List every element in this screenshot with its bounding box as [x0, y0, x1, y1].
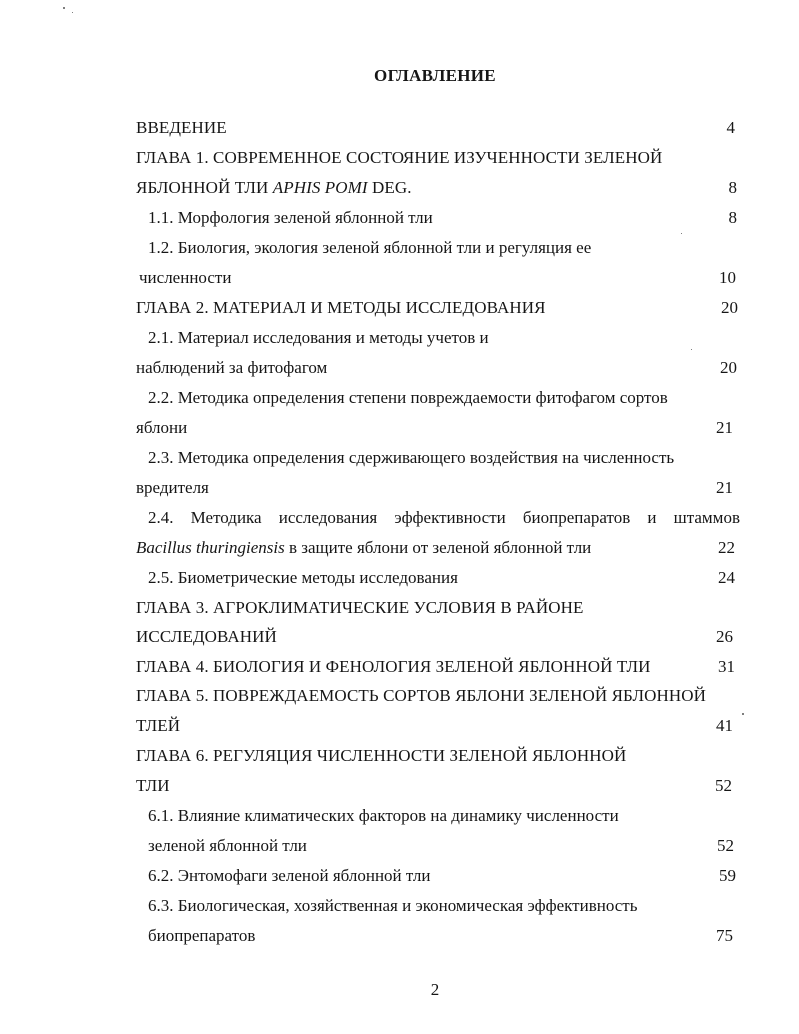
toc-page-number: 31: [718, 657, 735, 676]
toc-entry-2-2-cont: яблони: [136, 418, 188, 437]
toc-page-number: 52: [717, 836, 734, 855]
toc-entry-chapter-5-cont: ТЛЕЙ: [136, 716, 181, 735]
toc-entry-6-2: 6.2. Энтомофаги зеленой яблонной тли: [148, 866, 431, 885]
toc-title: ОГЛАВЛЕНИЕ: [374, 66, 496, 85]
scan-speck: [691, 349, 692, 350]
toc-word: и: [647, 508, 657, 527]
toc-entry-6-3: 6.3. Биологическая, хозяйственная и экономическая эффективность: [148, 896, 638, 915]
toc-entry-chapter-1: ГЛАВА 1. СОВРЕМЕННОЕ СОСТОЯНИЕ ИЗУЧЕННОСТИ ЗЕЛЕНОЙ: [136, 148, 663, 167]
toc-text: ЯБЛОННОЙ ТЛИ: [136, 178, 273, 197]
toc-entry-introduction: ВВЕДЕНИЕ: [136, 118, 227, 137]
toc-entry-2-4: [148, 508, 740, 528]
toc-entry-chapter-6-cont: ТЛИ: [136, 776, 170, 795]
toc-entry-chapter-2: ГЛАВА 2. МАТЕРИАЛ И МЕТОДЫ ИССЛЕДОВАНИЯ: [136, 298, 546, 317]
toc-entry-2-5: 2.5. Биометрические методы исследования: [148, 568, 458, 587]
toc-page-number: 8: [728, 208, 737, 227]
toc-word: эффективности: [394, 508, 506, 527]
toc-page-number: 20: [720, 358, 737, 377]
toc-entry-chapter-6: ГЛАВА 6. РЕГУЛЯЦИЯ ЧИСЛЕННОСТИ ЗЕЛЕНОЙ ЯБЛОННОЙ: [136, 746, 627, 765]
toc-page-number: 10: [719, 268, 736, 287]
toc-entry-2-2: 2.2. Методика определения степени повреждаемости фитофагом сортов: [148, 388, 668, 407]
scan-speck: [72, 12, 73, 13]
toc-page-number: 4: [726, 118, 735, 137]
toc-page-number: 75: [716, 926, 733, 945]
toc-page-number: 26: [716, 627, 733, 646]
toc-page-number: 59: [719, 866, 736, 885]
toc-text-tail: DEG.: [367, 178, 412, 197]
toc-entry-chapter-5: ГЛАВА 5. ПОВРЕЖДАЕМОСТЬ СОРТОВ ЯБЛОНИ ЗЕЛЕНОЙ ЯБЛОННОЙ: [136, 686, 706, 705]
toc-entry-6-1-cont: зеленой яблонной тли: [148, 836, 307, 855]
toc-entry-1-2-cont: численности: [139, 268, 232, 287]
toc-page-number: 8: [728, 178, 737, 197]
scan-speck: [681, 233, 682, 234]
species-name-italic: Bacillus thuringiensis: [136, 538, 285, 557]
toc-entry-2-1-cont: наблюдений за фитофагом: [136, 358, 328, 377]
toc-word: 2.4.: [148, 508, 174, 527]
toc-entry-2-3: 2.3. Методика определения сдерживающего воздействия на численность: [148, 448, 675, 467]
scan-speck: [742, 713, 744, 715]
toc-entry-2-1: 2.1. Материал исследования и методы учетов и: [148, 328, 489, 347]
toc-word: исследования: [278, 508, 378, 527]
toc-page-number: 24: [718, 568, 735, 587]
toc-page-number: 22: [718, 538, 735, 557]
toc-entry-chapter-3-cont: ИССЛЕДОВАНИЙ: [136, 627, 277, 646]
toc-word: Методика: [190, 508, 262, 527]
toc-entry-2-3-cont: вредителя: [136, 478, 209, 497]
toc-entry-chapter-3: ГЛАВА 3. АГРОКЛИМАТИЧЕСКИЕ УСЛОВИЯ В РАЙОНЕ: [136, 598, 584, 617]
toc-page-number: 20: [721, 298, 738, 317]
toc-entry-chapter-1-cont: [136, 178, 412, 198]
toc-entry-6-3-cont: биопрепаратов: [148, 926, 256, 945]
scan-speck: [63, 7, 65, 9]
toc-page-number: 21: [716, 418, 733, 437]
toc-entry-6-1: 6.1. Влияние климатических факторов на динамику численности: [148, 806, 619, 825]
species-name-italic: APHIS POMI: [272, 178, 368, 197]
toc-entry-1-2: 1.2. Биология, экология зеленой яблонной тли и регуляция ее: [148, 238, 592, 257]
toc-text-tail: в защите яблони от зеленой яблонной тли: [284, 538, 592, 557]
toc-page-number: 41: [716, 716, 733, 735]
toc-entry-1-1: 1.1. Морфология зеленой яблонной тли: [148, 208, 433, 227]
toc-entry-2-4-cont: [136, 538, 591, 558]
toc-page-number: 21: [716, 478, 733, 497]
toc-entry-chapter-4: ГЛАВА 4. БИОЛОГИЯ И ФЕНОЛОГИЯ ЗЕЛЕНОЙ ЯБЛОННОЙ ТЛИ: [136, 657, 651, 676]
page-number: 2: [430, 980, 440, 999]
toc-page-number: 52: [715, 776, 732, 795]
toc-word: штаммов: [673, 508, 740, 527]
toc-word: биопрепаратов: [522, 508, 631, 527]
